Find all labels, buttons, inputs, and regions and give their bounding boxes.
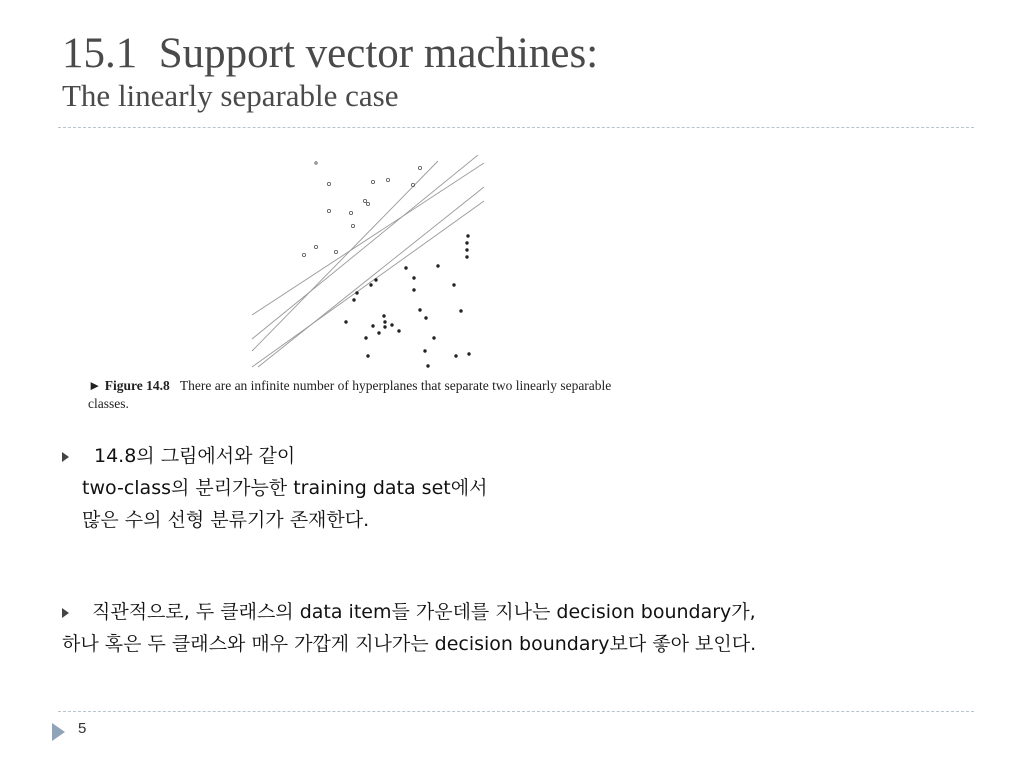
data-point-filled — [374, 278, 377, 281]
bullet-line — [62, 472, 1002, 504]
data-point-filled — [344, 320, 347, 323]
data-point-open — [349, 211, 352, 214]
data-point-filled — [426, 364, 429, 367]
data-point-filled — [452, 283, 455, 286]
data-point-filled — [424, 316, 427, 319]
figure-14-8 — [86, 155, 646, 415]
data-point-filled — [466, 234, 469, 237]
data-point-filled — [377, 331, 380, 334]
data-point-filled — [404, 266, 407, 269]
class-a-points — [302, 162, 421, 257]
bullet-arrow-icon — [62, 608, 69, 618]
hyperplane-line — [252, 201, 484, 367]
bullet-line — [62, 628, 1002, 660]
bullet-text: 직관적으로, 두 클래스의 data item들 가운데를 지나는 decision boundary가, — [92, 601, 756, 623]
data-point-filled — [465, 248, 468, 251]
slide-subtitle: The linearly separable case — [62, 78, 399, 113]
bullet-text: two-class의 분리가능한 training data set에서 — [82, 477, 488, 499]
data-point-filled — [352, 298, 355, 301]
data-point-filled — [418, 308, 421, 311]
data-point-open — [371, 180, 374, 183]
data-point-open — [314, 245, 317, 248]
bullet-1 — [62, 440, 1002, 536]
hyperplane-line — [252, 155, 478, 339]
data-point-filled — [364, 336, 367, 339]
bullet-2 — [62, 596, 1002, 660]
data-point-filled — [371, 324, 374, 327]
data-point-open — [334, 250, 337, 253]
data-point-filled — [382, 314, 385, 317]
data-point-filled — [465, 255, 468, 258]
data-point-open — [363, 199, 366, 202]
bullet-line — [62, 440, 1002, 472]
hyperplane-diagram — [246, 155, 586, 370]
hyperplane-lines — [252, 155, 484, 367]
data-point-filled — [366, 354, 369, 357]
data-point-open — [418, 166, 421, 169]
data-point-filled — [397, 329, 400, 332]
data-point-filled — [436, 264, 439, 267]
data-point-filled — [383, 320, 386, 323]
data-point-filled — [390, 323, 393, 326]
bottom-divider — [58, 711, 974, 712]
page-number: 5 — [78, 720, 87, 737]
hyperplane-line — [252, 163, 484, 315]
data-point-filled — [383, 325, 386, 328]
data-point-open — [302, 253, 305, 256]
data-point-open — [366, 202, 369, 205]
data-point-filled — [465, 241, 468, 244]
bullet-text: 14.8의 그림에서와 같이 — [94, 445, 296, 467]
bullet-line — [62, 596, 1002, 628]
class-b-points — [344, 234, 470, 367]
bullet-arrow-icon — [62, 452, 69, 462]
data-point-open — [315, 162, 317, 164]
bullet-text: 많은 수의 선형 분류기가 존재한다. — [82, 509, 370, 531]
data-point-filled — [369, 283, 372, 286]
data-point-filled — [412, 276, 415, 279]
caption-text: There are an infinite number of hyperplanes that separate two linearly separable classes. — [88, 378, 612, 411]
data-point-filled — [432, 336, 435, 339]
data-point-filled — [459, 309, 462, 312]
data-point-open — [351, 224, 354, 227]
data-point-filled — [355, 291, 358, 294]
data-point-open — [327, 209, 330, 212]
data-point-filled — [423, 349, 426, 352]
data-point-filled — [454, 354, 457, 357]
data-point-open — [327, 182, 330, 185]
data-point-filled — [412, 288, 415, 291]
bullet-text: 하나 혹은 두 클래스와 매우 가깝게 지나가는 decision boundary보다 좋아 보인다. — [62, 633, 757, 655]
top-divider — [58, 127, 974, 128]
data-point-open — [386, 178, 389, 181]
footer-arrow-icon — [52, 723, 65, 741]
hyperplane-line — [258, 187, 484, 367]
title-block — [62, 30, 992, 114]
slide-title: 15.1 Support vector machines: — [62, 30, 599, 77]
figure-caption — [88, 377, 648, 413]
bullet-line — [62, 504, 1002, 536]
caption-lead: ► Figure 14.8 — [88, 378, 170, 393]
data-point-filled — [467, 352, 470, 355]
